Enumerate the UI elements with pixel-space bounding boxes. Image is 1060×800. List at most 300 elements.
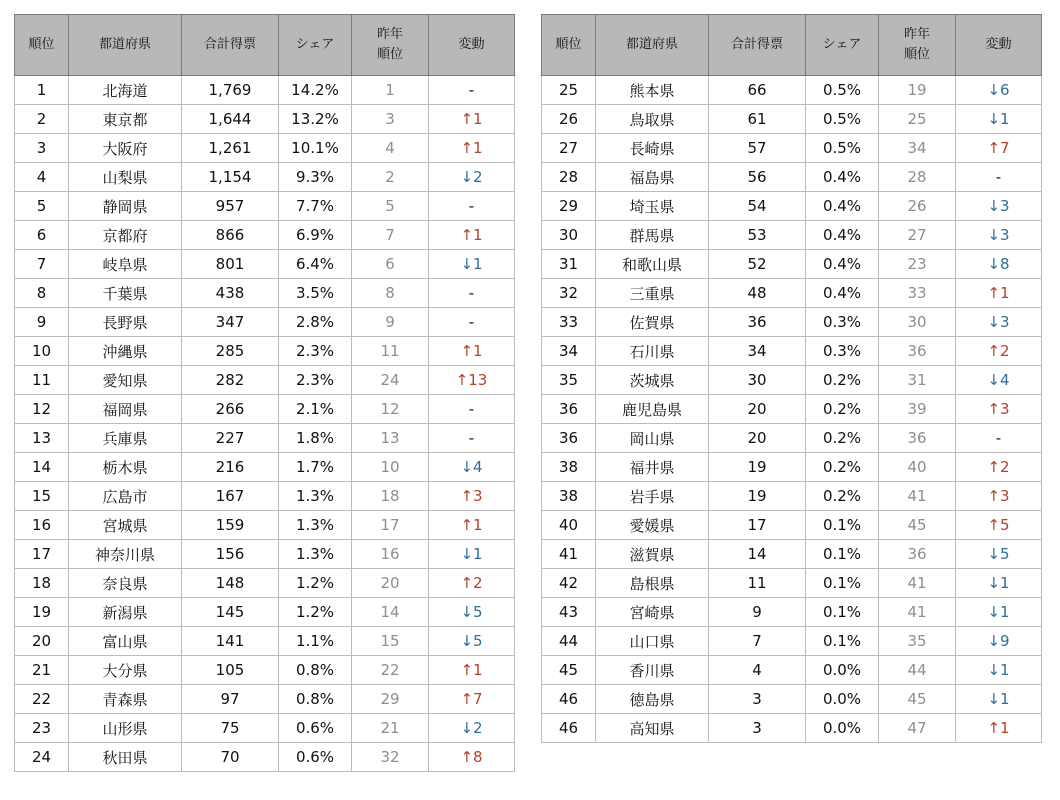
votes-cell: 148 bbox=[182, 569, 279, 598]
prefecture-cell: 鹿児島県 bbox=[596, 395, 709, 424]
change-cell: ↑1 bbox=[429, 134, 515, 163]
prefecture-cell: 福岡県 bbox=[69, 395, 182, 424]
change-cell: ↓1 bbox=[956, 685, 1042, 714]
share-cell: 1.7% bbox=[279, 453, 352, 482]
change-cell: - bbox=[429, 192, 515, 221]
share-cell: 2.8% bbox=[279, 308, 352, 337]
table-row bbox=[542, 598, 1042, 627]
last-rank-cell: 26 bbox=[879, 192, 956, 221]
votes-cell: 66 bbox=[709, 76, 806, 105]
prefecture-cell: 東京都 bbox=[69, 105, 182, 134]
table-row bbox=[542, 366, 1042, 395]
last-rank-cell: 13 bbox=[352, 424, 429, 453]
col-header-change: 変動 bbox=[956, 15, 1042, 76]
last-rank-cell: 29 bbox=[352, 685, 429, 714]
change-cell: ↑3 bbox=[956, 395, 1042, 424]
prefecture-cell: 兵庫県 bbox=[69, 424, 182, 453]
share-cell: 0.3% bbox=[806, 308, 879, 337]
rank-cell: 41 bbox=[542, 540, 596, 569]
rank-cell: 2 bbox=[15, 105, 69, 134]
share-cell: 0.1% bbox=[806, 627, 879, 656]
change-cell: ↓4 bbox=[956, 366, 1042, 395]
table-row bbox=[15, 714, 515, 743]
col-header-votes: 合計得票 bbox=[182, 15, 279, 76]
last-rank-cell: 25 bbox=[879, 105, 956, 134]
table-row bbox=[15, 308, 515, 337]
rank-cell: 12 bbox=[15, 395, 69, 424]
last-rank-cell: 19 bbox=[879, 76, 956, 105]
rank-cell: 27 bbox=[542, 134, 596, 163]
change-cell: ↑1 bbox=[429, 511, 515, 540]
prefecture-cell: 北海道 bbox=[69, 76, 182, 105]
prefecture-cell: 島根県 bbox=[596, 569, 709, 598]
share-cell: 2.1% bbox=[279, 395, 352, 424]
votes-cell: 141 bbox=[182, 627, 279, 656]
last-rank-cell: 7 bbox=[352, 221, 429, 250]
last-rank-cell: 12 bbox=[352, 395, 429, 424]
last-rank-cell: 1 bbox=[352, 76, 429, 105]
change-cell: ↑2 bbox=[429, 569, 515, 598]
share-cell: 0.1% bbox=[806, 540, 879, 569]
rank-cell: 6 bbox=[15, 221, 69, 250]
table-row bbox=[542, 337, 1042, 366]
share-cell: 0.6% bbox=[279, 714, 352, 743]
share-cell: 14.2% bbox=[279, 76, 352, 105]
prefecture-cell: 岐阜県 bbox=[69, 250, 182, 279]
votes-cell: 347 bbox=[182, 308, 279, 337]
votes-cell: 54 bbox=[709, 192, 806, 221]
change-cell: ↓1 bbox=[429, 540, 515, 569]
change-cell: ↓3 bbox=[956, 192, 1042, 221]
rank-cell: 17 bbox=[15, 540, 69, 569]
prefecture-cell: 静岡県 bbox=[69, 192, 182, 221]
table-row bbox=[542, 656, 1042, 685]
change-cell: - bbox=[429, 395, 515, 424]
last-rank-cell: 14 bbox=[352, 598, 429, 627]
share-cell: 13.2% bbox=[279, 105, 352, 134]
share-cell: 0.2% bbox=[806, 482, 879, 511]
last-rank-cell: 36 bbox=[879, 424, 956, 453]
table-row bbox=[542, 395, 1042, 424]
share-cell: 10.1% bbox=[279, 134, 352, 163]
change-cell: ↑8 bbox=[429, 743, 515, 772]
prefecture-cell: 愛媛県 bbox=[596, 511, 709, 540]
change-cell: ↑5 bbox=[956, 511, 1042, 540]
prefecture-cell: 青森県 bbox=[69, 685, 182, 714]
change-cell: - bbox=[429, 279, 515, 308]
table-row bbox=[15, 482, 515, 511]
share-cell: 0.1% bbox=[806, 511, 879, 540]
share-cell: 0.2% bbox=[806, 395, 879, 424]
share-cell: 0.0% bbox=[806, 685, 879, 714]
change-cell: ↓4 bbox=[429, 453, 515, 482]
prefecture-cell: 滋賀県 bbox=[596, 540, 709, 569]
prefecture-cell: 山形県 bbox=[69, 714, 182, 743]
votes-cell: 3 bbox=[709, 714, 806, 743]
change-cell: ↓1 bbox=[429, 250, 515, 279]
last-rank-cell: 47 bbox=[879, 714, 956, 743]
rank-cell: 36 bbox=[542, 424, 596, 453]
change-cell: ↓1 bbox=[956, 656, 1042, 685]
prefecture-cell: 岡山県 bbox=[596, 424, 709, 453]
last-rank-cell: 5 bbox=[352, 192, 429, 221]
share-cell: 0.0% bbox=[806, 656, 879, 685]
last-rank-cell: 17 bbox=[352, 511, 429, 540]
prefecture-cell: 奈良県 bbox=[69, 569, 182, 598]
votes-cell: 56 bbox=[709, 163, 806, 192]
table-row bbox=[15, 279, 515, 308]
prefecture-cell: 福島県 bbox=[596, 163, 709, 192]
table-row bbox=[542, 511, 1042, 540]
last-rank-cell: 20 bbox=[352, 569, 429, 598]
table-row bbox=[15, 627, 515, 656]
prefecture-cell: 埼玉県 bbox=[596, 192, 709, 221]
share-cell: 9.3% bbox=[279, 163, 352, 192]
table-row bbox=[542, 221, 1042, 250]
rank-cell: 29 bbox=[542, 192, 596, 221]
table-row bbox=[15, 598, 515, 627]
last-rank-cell: 11 bbox=[352, 337, 429, 366]
share-cell: 0.5% bbox=[806, 76, 879, 105]
table-header-row bbox=[15, 15, 515, 76]
rank-cell: 40 bbox=[542, 511, 596, 540]
table-body-right bbox=[542, 76, 1042, 743]
last-rank-cell: 10 bbox=[352, 453, 429, 482]
share-cell: 0.4% bbox=[806, 192, 879, 221]
rank-cell: 22 bbox=[15, 685, 69, 714]
table-row bbox=[542, 250, 1042, 279]
votes-cell: 1,644 bbox=[182, 105, 279, 134]
votes-cell: 801 bbox=[182, 250, 279, 279]
share-cell: 2.3% bbox=[279, 366, 352, 395]
last-rank-cell: 32 bbox=[352, 743, 429, 772]
rank-cell: 45 bbox=[542, 656, 596, 685]
share-cell: 0.3% bbox=[806, 337, 879, 366]
rank-cell: 28 bbox=[542, 163, 596, 192]
col-header-last-rank bbox=[879, 15, 956, 76]
votes-cell: 145 bbox=[182, 598, 279, 627]
change-cell: ↑2 bbox=[956, 453, 1042, 482]
last-rank-cell: 33 bbox=[879, 279, 956, 308]
rank-cell: 14 bbox=[15, 453, 69, 482]
prefecture-cell: 大阪府 bbox=[69, 134, 182, 163]
last-rank-cell: 16 bbox=[352, 540, 429, 569]
share-cell: 0.0% bbox=[806, 714, 879, 743]
votes-cell: 48 bbox=[709, 279, 806, 308]
prefecture-cell: 三重県 bbox=[596, 279, 709, 308]
col-header-votes: 合計得票 bbox=[709, 15, 806, 76]
votes-cell: 34 bbox=[709, 337, 806, 366]
last-rank-cell: 41 bbox=[879, 569, 956, 598]
last-rank-cell: 9 bbox=[352, 308, 429, 337]
change-cell: ↓3 bbox=[956, 308, 1042, 337]
last-rank-cell: 40 bbox=[879, 453, 956, 482]
last-rank-cell: 28 bbox=[879, 163, 956, 192]
last-rank-cell: 45 bbox=[879, 685, 956, 714]
prefecture-cell: 沖縄県 bbox=[69, 337, 182, 366]
change-cell: ↓5 bbox=[429, 598, 515, 627]
col-header-prefecture: 都道府県 bbox=[69, 15, 182, 76]
prefecture-cell: 京都府 bbox=[69, 221, 182, 250]
table-row bbox=[15, 221, 515, 250]
rank-cell: 33 bbox=[542, 308, 596, 337]
last-rank-cell: 24 bbox=[352, 366, 429, 395]
rank-cell: 25 bbox=[542, 76, 596, 105]
ranking-table-left bbox=[14, 14, 515, 772]
share-cell: 6.9% bbox=[279, 221, 352, 250]
votes-cell: 19 bbox=[709, 453, 806, 482]
share-cell: 0.1% bbox=[806, 569, 879, 598]
share-cell: 6.4% bbox=[279, 250, 352, 279]
table-row bbox=[542, 627, 1042, 656]
votes-cell: 52 bbox=[709, 250, 806, 279]
votes-cell: 30 bbox=[709, 366, 806, 395]
table-row bbox=[542, 685, 1042, 714]
table-row bbox=[15, 540, 515, 569]
col-header-last-rank bbox=[352, 15, 429, 76]
last-rank-cell: 44 bbox=[879, 656, 956, 685]
votes-cell: 17 bbox=[709, 511, 806, 540]
col-header-change: 変動 bbox=[429, 15, 515, 76]
votes-cell: 266 bbox=[182, 395, 279, 424]
prefecture-cell: 大分県 bbox=[69, 656, 182, 685]
prefecture-cell: 神奈川県 bbox=[69, 540, 182, 569]
prefecture-cell: 徳島県 bbox=[596, 685, 709, 714]
change-cell: ↓3 bbox=[956, 221, 1042, 250]
table-header-row bbox=[542, 15, 1042, 76]
rank-cell: 38 bbox=[542, 482, 596, 511]
change-cell: ↑7 bbox=[956, 134, 1042, 163]
change-cell: ↓8 bbox=[956, 250, 1042, 279]
share-cell: 0.8% bbox=[279, 685, 352, 714]
change-cell: ↓1 bbox=[956, 569, 1042, 598]
prefecture-cell: 秋田県 bbox=[69, 743, 182, 772]
change-cell: ↑3 bbox=[429, 482, 515, 511]
col-header-prefecture: 都道府県 bbox=[596, 15, 709, 76]
prefecture-cell: 熊本県 bbox=[596, 76, 709, 105]
last-rank-cell: 2 bbox=[352, 163, 429, 192]
votes-cell: 1,154 bbox=[182, 163, 279, 192]
share-cell: 3.5% bbox=[279, 279, 352, 308]
votes-cell: 11 bbox=[709, 569, 806, 598]
rank-cell: 21 bbox=[15, 656, 69, 685]
change-cell: - bbox=[429, 308, 515, 337]
table-row bbox=[542, 482, 1042, 511]
last-rank-cell: 18 bbox=[352, 482, 429, 511]
votes-cell: 70 bbox=[182, 743, 279, 772]
rank-cell: 46 bbox=[542, 714, 596, 743]
prefecture-cell: 岩手県 bbox=[596, 482, 709, 511]
table-row bbox=[542, 163, 1042, 192]
table-row bbox=[15, 250, 515, 279]
prefecture-cell: 山口県 bbox=[596, 627, 709, 656]
change-cell: - bbox=[429, 76, 515, 105]
last-rank-cell: 3 bbox=[352, 105, 429, 134]
prefecture-cell: 広島市 bbox=[69, 482, 182, 511]
rank-cell: 35 bbox=[542, 366, 596, 395]
change-cell: ↑1 bbox=[956, 714, 1042, 743]
last-rank-cell: 21 bbox=[352, 714, 429, 743]
change-cell: ↑7 bbox=[429, 685, 515, 714]
share-cell: 0.2% bbox=[806, 424, 879, 453]
share-cell: 0.4% bbox=[806, 250, 879, 279]
share-cell: 0.1% bbox=[806, 598, 879, 627]
votes-cell: 14 bbox=[709, 540, 806, 569]
share-cell: 0.5% bbox=[806, 105, 879, 134]
table-row bbox=[15, 511, 515, 540]
last-rank-cell: 23 bbox=[879, 250, 956, 279]
rank-cell: 30 bbox=[542, 221, 596, 250]
prefecture-cell: 新潟県 bbox=[69, 598, 182, 627]
table-row bbox=[15, 395, 515, 424]
col-header-rank: 順位 bbox=[542, 15, 596, 76]
last-rank-cell: 36 bbox=[879, 337, 956, 366]
table-row bbox=[15, 192, 515, 221]
share-cell: 1.3% bbox=[279, 482, 352, 511]
prefecture-cell: 茨城県 bbox=[596, 366, 709, 395]
last-rank-cell: 4 bbox=[352, 134, 429, 163]
last-rank-cell: 35 bbox=[879, 627, 956, 656]
votes-cell: 866 bbox=[182, 221, 279, 250]
table-row bbox=[542, 279, 1042, 308]
change-cell: ↓9 bbox=[956, 627, 1042, 656]
prefecture-cell: 山梨県 bbox=[69, 163, 182, 192]
table-row bbox=[542, 569, 1042, 598]
change-cell: ↑1 bbox=[429, 656, 515, 685]
rank-cell: 24 bbox=[15, 743, 69, 772]
change-cell: ↑1 bbox=[429, 221, 515, 250]
prefecture-cell: 群馬県 bbox=[596, 221, 709, 250]
table-row bbox=[15, 76, 515, 105]
last-rank-header-line1: 昨年 bbox=[376, 27, 403, 42]
rank-cell: 38 bbox=[542, 453, 596, 482]
last-rank-header-line1: 昨年 bbox=[903, 27, 930, 42]
share-cell: 0.6% bbox=[279, 743, 352, 772]
last-rank-cell: 36 bbox=[879, 540, 956, 569]
prefecture-cell: 佐賀県 bbox=[596, 308, 709, 337]
prefecture-cell: 鳥取県 bbox=[596, 105, 709, 134]
share-cell: 0.8% bbox=[279, 656, 352, 685]
table-row bbox=[15, 337, 515, 366]
votes-cell: 97 bbox=[182, 685, 279, 714]
rank-cell: 34 bbox=[542, 337, 596, 366]
change-cell: ↓2 bbox=[429, 714, 515, 743]
table-row bbox=[15, 743, 515, 772]
votes-cell: 105 bbox=[182, 656, 279, 685]
rank-cell: 18 bbox=[15, 569, 69, 598]
prefecture-cell: 福井県 bbox=[596, 453, 709, 482]
share-cell: 0.4% bbox=[806, 163, 879, 192]
votes-cell: 20 bbox=[709, 395, 806, 424]
prefecture-cell: 長野県 bbox=[69, 308, 182, 337]
last-rank-cell: 45 bbox=[879, 511, 956, 540]
change-cell: ↓5 bbox=[429, 627, 515, 656]
votes-cell: 156 bbox=[182, 540, 279, 569]
votes-cell: 7 bbox=[709, 627, 806, 656]
last-rank-cell: 8 bbox=[352, 279, 429, 308]
votes-cell: 3 bbox=[709, 685, 806, 714]
rank-cell: 46 bbox=[542, 685, 596, 714]
rank-cell: 36 bbox=[542, 395, 596, 424]
table-row bbox=[15, 105, 515, 134]
last-rank-cell: 39 bbox=[879, 395, 956, 424]
rank-cell: 3 bbox=[15, 134, 69, 163]
prefecture-cell: 和歌山県 bbox=[596, 250, 709, 279]
change-cell: ↑13 bbox=[429, 366, 515, 395]
table-row bbox=[15, 569, 515, 598]
last-rank-cell: 22 bbox=[352, 656, 429, 685]
rank-cell: 4 bbox=[15, 163, 69, 192]
rank-cell: 7 bbox=[15, 250, 69, 279]
share-cell: 1.3% bbox=[279, 540, 352, 569]
share-cell: 2.3% bbox=[279, 337, 352, 366]
rank-cell: 31 bbox=[542, 250, 596, 279]
table-row bbox=[15, 134, 515, 163]
col-header-share: シェア bbox=[806, 15, 879, 76]
share-cell: 0.2% bbox=[806, 453, 879, 482]
rank-cell: 13 bbox=[15, 424, 69, 453]
rank-cell: 16 bbox=[15, 511, 69, 540]
last-rank-cell: 6 bbox=[352, 250, 429, 279]
prefecture-cell: 長崎県 bbox=[596, 134, 709, 163]
prefecture-cell: 高知県 bbox=[596, 714, 709, 743]
change-cell: - bbox=[956, 163, 1042, 192]
table-row bbox=[542, 540, 1042, 569]
share-cell: 7.7% bbox=[279, 192, 352, 221]
change-cell: ↑1 bbox=[429, 337, 515, 366]
rank-cell: 19 bbox=[15, 598, 69, 627]
table-row bbox=[542, 134, 1042, 163]
last-rank-cell: 15 bbox=[352, 627, 429, 656]
table-row bbox=[15, 685, 515, 714]
prefecture-cell: 香川県 bbox=[596, 656, 709, 685]
rank-cell: 5 bbox=[15, 192, 69, 221]
rank-cell: 9 bbox=[15, 308, 69, 337]
rank-cell: 11 bbox=[15, 366, 69, 395]
col-header-share: シェア bbox=[279, 15, 352, 76]
table-row bbox=[15, 366, 515, 395]
votes-cell: 159 bbox=[182, 511, 279, 540]
votes-cell: 57 bbox=[709, 134, 806, 163]
prefecture-cell: 宮城県 bbox=[69, 511, 182, 540]
share-cell: 0.5% bbox=[806, 134, 879, 163]
votes-cell: 36 bbox=[709, 308, 806, 337]
last-rank-cell: 41 bbox=[879, 598, 956, 627]
last-rank-cell: 34 bbox=[879, 134, 956, 163]
votes-cell: 227 bbox=[182, 424, 279, 453]
votes-cell: 1,261 bbox=[182, 134, 279, 163]
table-row bbox=[15, 163, 515, 192]
change-cell: ↑1 bbox=[956, 279, 1042, 308]
change-cell: ↑1 bbox=[429, 105, 515, 134]
rank-cell: 42 bbox=[542, 569, 596, 598]
votes-cell: 167 bbox=[182, 482, 279, 511]
rank-cell: 44 bbox=[542, 627, 596, 656]
table-row bbox=[15, 453, 515, 482]
last-rank-header-line2: 順位 bbox=[903, 47, 930, 62]
last-rank-cell: 30 bbox=[879, 308, 956, 337]
change-cell: ↓5 bbox=[956, 540, 1042, 569]
last-rank-header-line2: 順位 bbox=[376, 47, 403, 62]
table-row bbox=[542, 105, 1042, 134]
table-body-left bbox=[15, 76, 515, 772]
table-row bbox=[542, 424, 1042, 453]
share-cell: 0.4% bbox=[806, 221, 879, 250]
votes-cell: 438 bbox=[182, 279, 279, 308]
votes-cell: 282 bbox=[182, 366, 279, 395]
votes-cell: 53 bbox=[709, 221, 806, 250]
share-cell: 1.1% bbox=[279, 627, 352, 656]
